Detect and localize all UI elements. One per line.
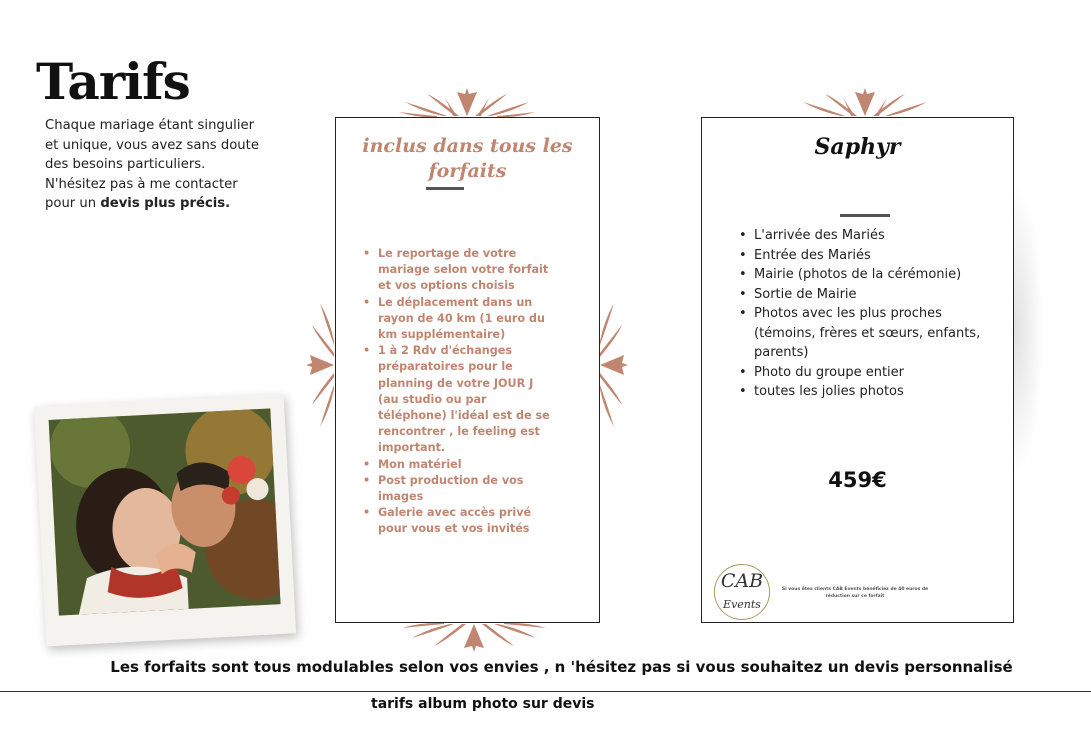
package-card [701, 117, 1014, 623]
included-card [335, 117, 600, 623]
polaroid-photo-frame [34, 394, 296, 647]
intro-text: Chaque mariage étant singulier et unique, vous avez sans doute des besoins particuliers. N'hésitez pas à me contacter pour un [45, 118, 259, 211]
list-item: • Mairie (photos de la cérémonie) [739, 265, 1004, 285]
list-item: • Sortie de Mairie [739, 285, 1004, 305]
couple-photo [49, 408, 281, 615]
list-item: • Entrée des Mariés [739, 246, 1004, 266]
leaf-ornament-top-left [397, 88, 537, 118]
list-item: • Galerie avec accès privé pour vous et vos invités [363, 505, 553, 537]
logo-word: Events [723, 598, 761, 611]
list-item: • 1 à 2 Rdv d'échanges préparatoires pour le planning de votre JOUR J (au studio ou par téléphone) l'idéal est de se rencontrer , le feeling est important. [363, 343, 553, 456]
package-title: Saphyr [814, 134, 901, 160]
leaf-ornament-right-side [598, 295, 628, 435]
list-item: • Le reportage de votre mariage selon votre forfait et vos options choisis [363, 246, 553, 295]
list-item: • Photo du groupe entier [739, 363, 1004, 383]
cab-events-logo [714, 564, 770, 620]
album-note: tarifs album photo sur devis [371, 696, 595, 712]
divider-line [0, 691, 1091, 692]
list-item: • Le déplacement dans un rayon de 40 km (1 euro du km supplémentaire) [363, 295, 553, 344]
list-item: • L'arrivée des Mariés [739, 226, 1004, 246]
page-title: Tarifs [36, 52, 190, 111]
list-item: • Post production de vos images [363, 473, 553, 505]
leaf-ornament-top-right [795, 88, 935, 118]
list-item: • toutes les jolies photos [739, 382, 1004, 402]
logo-initials: CAB [720, 570, 764, 592]
title-divider [426, 187, 464, 190]
leaf-ornament-left-side [306, 295, 336, 435]
package-list [739, 226, 1004, 402]
included-card-title: inclus dans tous les forfaits [362, 135, 573, 182]
discount-note: Si vous êtes clients CAB Events bénéficiez de 40 euros de réduction sur ce forfait [781, 587, 929, 599]
title-divider [840, 214, 890, 217]
package-price: 459€ [828, 468, 887, 492]
list-item: • Photos avec les plus proches (témoins, frères et sœurs, enfants, parents) [739, 304, 1004, 363]
list-item: • Mon matériel [363, 457, 553, 473]
modular-note: Les forfaits sont tous modulables selon vos envies , n 'hésitez pas si vous souhaitez un devis personnalisé [110, 658, 1013, 676]
intro-paragraph [45, 116, 260, 214]
included-list [363, 246, 553, 538]
card-shadow [1014, 180, 1044, 480]
leaf-ornament-bottom [397, 622, 551, 652]
intro-bold-text: devis plus précis. [100, 196, 231, 211]
